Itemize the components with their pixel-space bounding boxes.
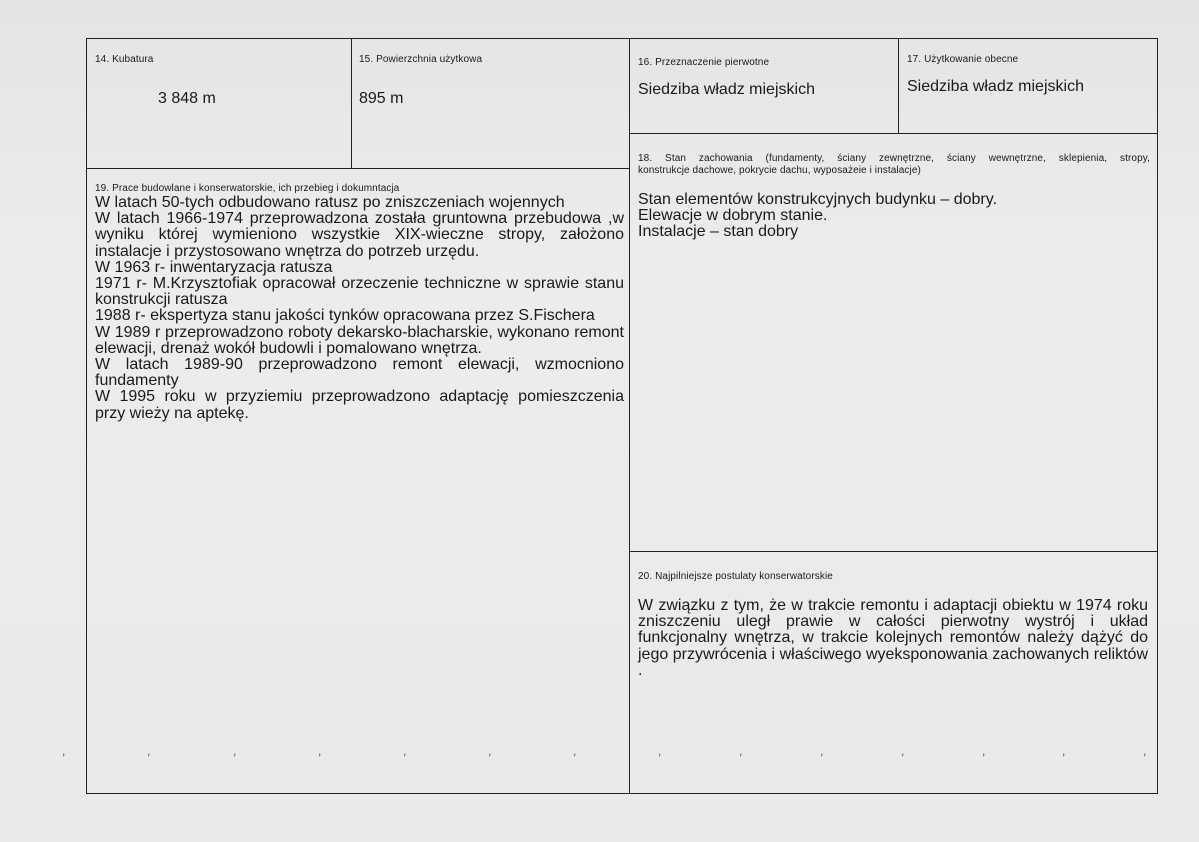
scan-mark: , <box>233 744 237 758</box>
field-stan-zachowania <box>638 153 1150 241</box>
field-20-body: W związku z tym, że w trakcie remontu i adaptacji obiektu w 1974 roku zniszczeniu uległ prawie w całości pierwotny wystrój i układ funkcjonalny wnętrza, w trakcie kolejnych remontów należy dążyć do jego przywrócenia i właściwego wyeksponowania zachowanych reliktów . <box>638 597 1148 679</box>
frame-left-border <box>86 38 87 794</box>
divider-14-15 <box>351 38 352 169</box>
work-entry: W 1995 roku w przyziemiu przeprowadzono adaptację pomieszczenia przy wieży na aptekę. <box>95 388 624 422</box>
field-18-label-line1: 18. Stan zachowania (fundamenty, ściany zewnętrzne, ściany wewnętrzne, sklepienia, stropy, <box>638 153 1150 164</box>
work-entry: W latach 1989-90 przeprowadzono remont elewacji, wzmocniono fundamenty <box>95 356 624 390</box>
work-entry: W 1989 r przeprowadzono roboty dekarsko-blacharskie, wykonano remont elewacji, drenaż wokół budowli i pomalowano wnętrza. <box>95 323 624 357</box>
divider-row1-left <box>86 168 630 169</box>
field-20-label: 20. Najpilniejsze postulaty konserwatorskie <box>638 571 833 582</box>
scan-mark: , <box>820 744 824 758</box>
frame-right-border <box>1157 38 1158 794</box>
scan-mark: , <box>488 744 492 758</box>
field-przeznaczenie <box>638 57 893 99</box>
scan-mark: , <box>982 744 986 758</box>
field-postulaty <box>638 571 1148 679</box>
scan-mark: , <box>901 744 905 758</box>
field-18-line: Instalacje – stan dobry <box>638 223 799 241</box>
field-14-value: 3 848 m <box>158 90 216 107</box>
divider-16-17 <box>898 38 899 134</box>
field-kubatura <box>95 54 345 108</box>
scan-mark: , <box>573 744 577 758</box>
field-prace-budowlane <box>95 183 624 422</box>
divider-center <box>629 38 630 794</box>
field-15-value: 895 m <box>359 90 404 107</box>
scan-mark: , <box>1143 744 1147 758</box>
field-18-line: Elewacje w dobrym stanie. <box>638 207 828 225</box>
work-entry: W latach 50-tych odbudowano ratusz po zniszczeniach wojennych <box>95 194 565 211</box>
field-16-label: 16. Przeznaczenie pierwotne <box>638 57 770 68</box>
field-18-body <box>638 192 1150 241</box>
field-14-label: 14. Kubatura <box>95 54 154 65</box>
divider-row1-right <box>629 133 1158 134</box>
field-19-body <box>95 195 624 422</box>
scan-mark: , <box>739 744 743 758</box>
field-powierzchnia <box>359 54 624 108</box>
scan-mark: , <box>62 744 66 758</box>
field-19-label: 19. Prace budowlane i konserwatorskie, ich przebieg i dokumntacja <box>95 183 400 194</box>
field-17-value: Siedziba władz miejskich <box>907 78 1084 95</box>
field-18-line: Stan elementów konstrukcyjnych budynku – dobry. <box>638 191 998 208</box>
scan-mark: , <box>318 744 322 758</box>
field-uzytkowanie <box>907 54 1152 96</box>
scan-mark: , <box>403 744 407 758</box>
work-entry: W 1963 r- inwentaryzacja ratusza <box>95 258 333 276</box>
work-entry: W latach 1966-1974 przeprowadzona została gruntowna przebudowa ,w wyniku której wymieniono wszystkie XIX-wieczne stropy, założono instalacje i przystosowano wnętrza do potrzeb urzędu. <box>95 210 624 260</box>
field-18-label-line2: konstrukcje dachowe, pokrycie dachu, wyposażeie i instalacje) <box>638 165 921 176</box>
field-17-label: 17. Użytkowanie obecne <box>907 54 1019 65</box>
scan-mark: , <box>147 744 151 758</box>
field-15-label: 15. Powierzchnia użytkowa <box>359 54 483 65</box>
scan-mark: , <box>1062 744 1066 758</box>
divider-18-20 <box>629 551 1158 552</box>
field-16-value: Siedziba władz miejskich <box>638 81 815 98</box>
scan-mark: , <box>658 744 662 758</box>
work-entry: 1988 r- ekspertyza stanu jakości tynków opracowana przez S.Fischera <box>95 307 595 325</box>
frame-bottom-border <box>86 793 1158 794</box>
work-entry: 1971 r- M.Krzysztofiak opracował orzeczenie techniczne w sprawie stanu konstrukcji ratusza <box>95 275 624 309</box>
frame-top-border <box>86 38 1158 39</box>
